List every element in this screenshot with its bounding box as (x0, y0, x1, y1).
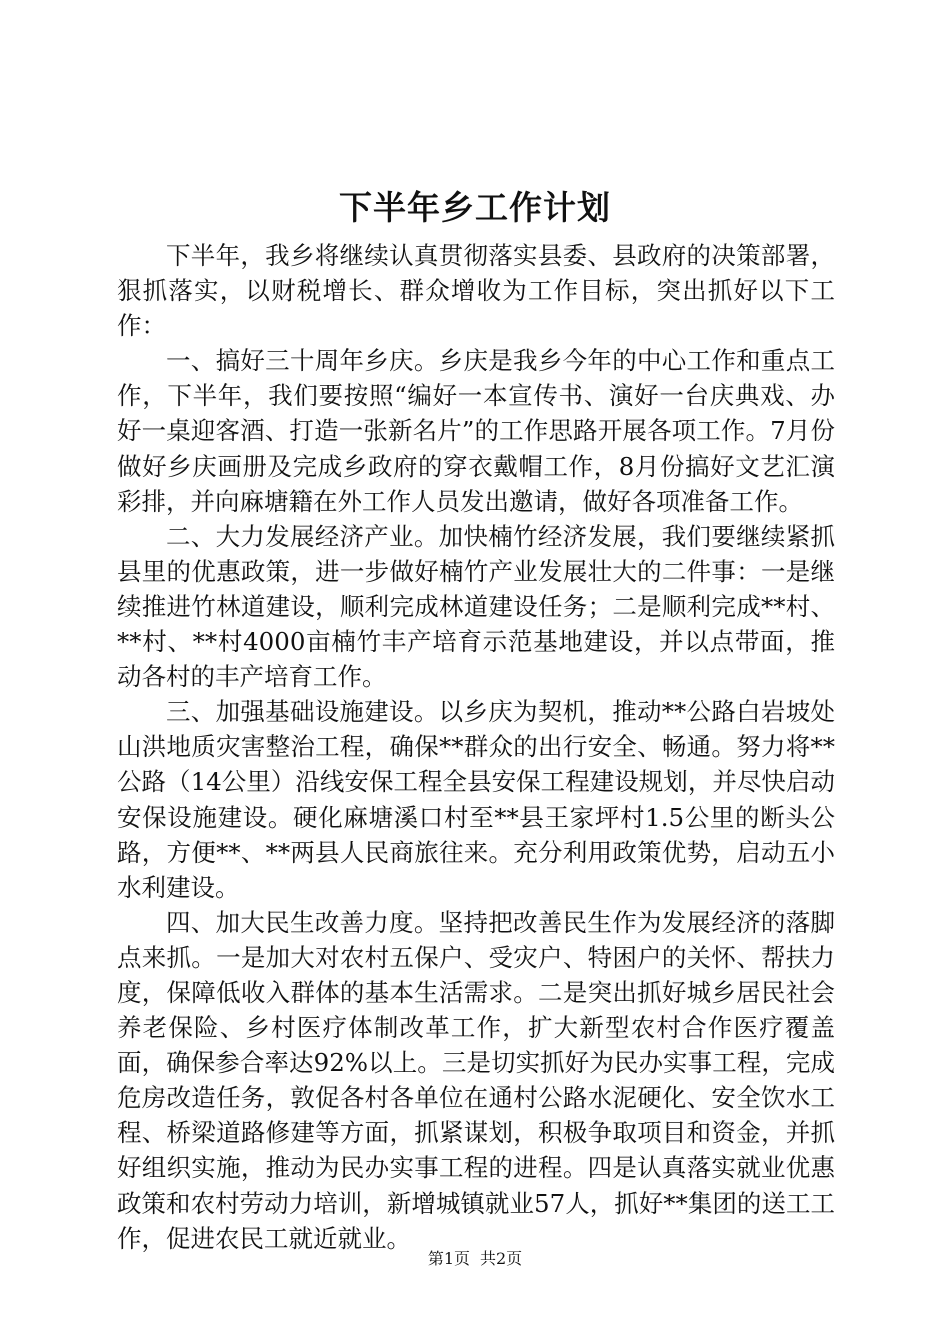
page-total: 共2页 (480, 1249, 523, 1268)
document-title: 下半年乡工作计划 (339, 188, 611, 227)
page-footer (0, 1248, 950, 1270)
page-number: 第1页 (427, 1249, 470, 1268)
intro-paragraph: 下半年，我乡将继续认真贯彻落实县委、县政府的决策部署，狠抓落实，以财税增长、群众增收为工作目标，突出抓好以下工作： (117, 241, 835, 341)
section-2-paragraph: 二、大力发展经济产业。加快楠竹经济发展，我们要继续紧抓县里的优惠政策，进一步做好楠竹产业发展壮大的二件事：一是继续推进竹林道建设，顺利完成林道建设任务；二是顺利完成**村、**村、**村4000亩楠竹丰产培育示范基地建设，并以点带面，推动各村的丰产培育工作。 (117, 521, 835, 692)
section-1-paragraph: 一、搞好三十周年乡庆。乡庆是我乡今年的中心工作和重点工作，下半年，我们要按照“编好一本宣传书、演好一台庆典戏、办好一桌迎客酒、打造一张新名片”的工作思路开展各项工作。7月份做好乡庆画册及完成乡政府的穿衣戴帽工作，8月份搞好文艺汇演彩排，并向麻塘籍在外工作人员发出邀请，做好各项准备工作。 (117, 346, 835, 516)
document-body (117, 238, 835, 1256)
section-4-paragraph: 四、加大民生改善力度。坚持把改善民生作为发展经济的落脚点来抓。一是加大对农村五保户、受灾户、特困户的关怀、帮扶力度，保障低收入群体的基本生活需求。二是突出抓好城乡居民社会养老保险、乡村医疗体制改革工作，扩大新型农村合作医疗覆盖面，确保参合率达92%以上。三是切实抓好为民办实事工程，完成危房改造任务，敦促各村各单位在通村公路水泥硬化、安全饮水工程、桥梁道路修建等方面，抓紧谋划，积极争取项目和资金，并抓好组织实施，推动为民办实事工程的进程。四是认真落实就业优惠政策和农村劳动力培训，新增城镇就业57人，抓好**集团的送工工作，促进农民工就近就业。 (117, 907, 835, 1253)
section-3-paragraph: 三、加强基础设施建设。以乡庆为契机，推动**公路白岩坡处山洪地质灾害整治工程，确保**群众的出行安全、畅通。努力将**公路（14公里）沿线安保工程全县安保工程建设规划，并尽快启动安保设施建设。硬化麻塘溪口村至**县王家坪村1.5公里的断头公路，方便**、**两县人民商旅往来。充分利用政策优势，启动五小水利建设。 (117, 697, 835, 902)
